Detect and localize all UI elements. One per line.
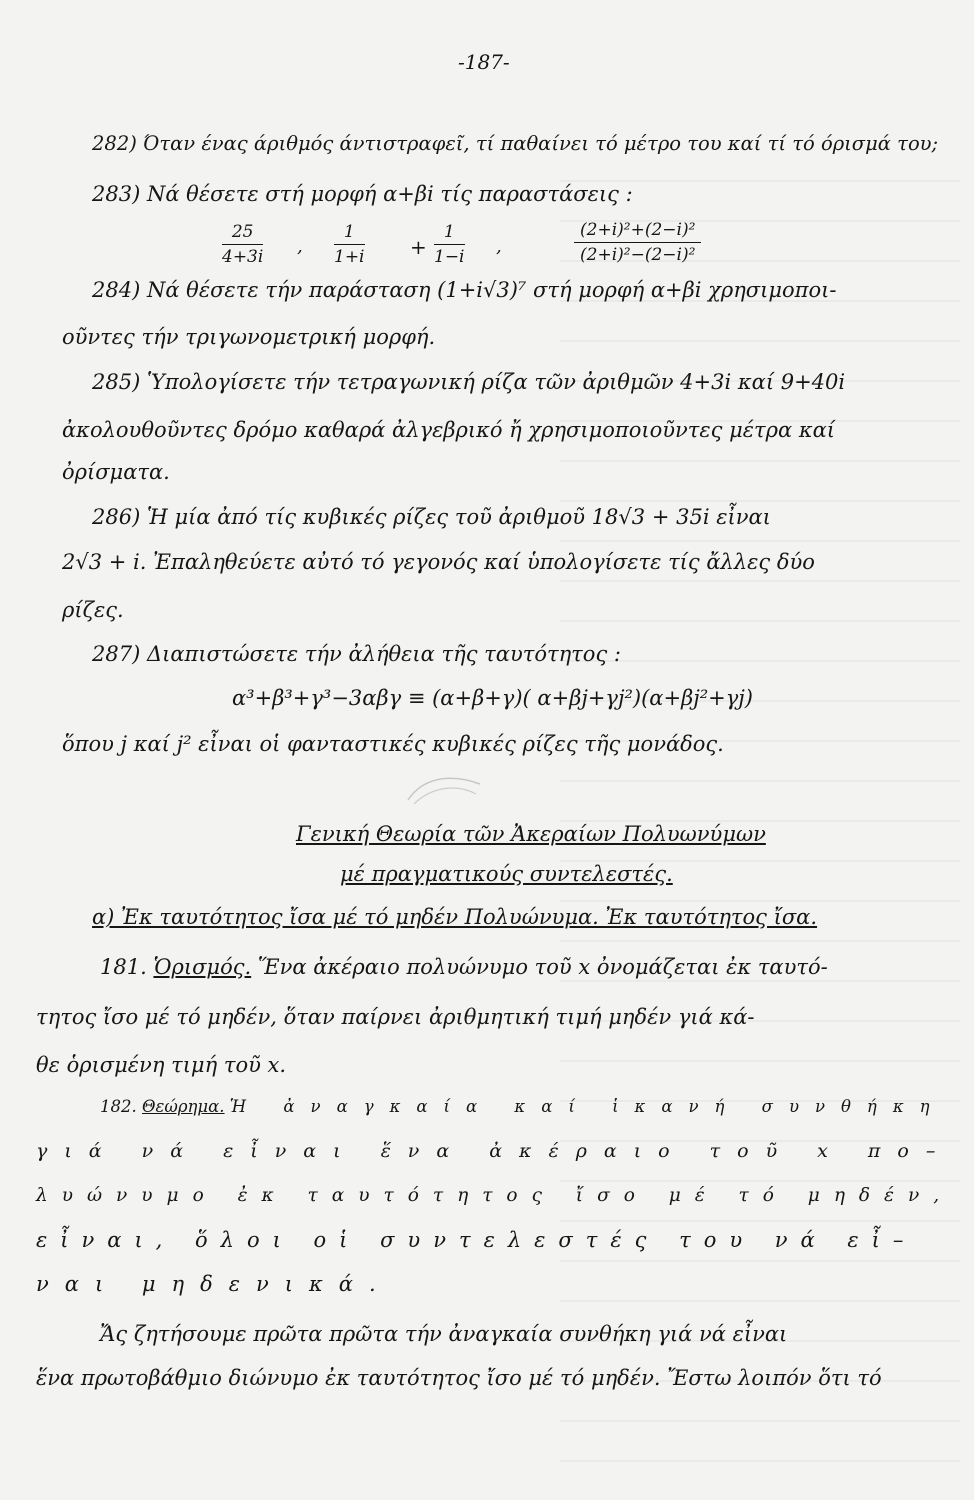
chapter-title-line1: Γενική Θεωρία τῶν Ἀκεραίων Πολυωνύμων [296,822,766,846]
paragraph-182-line2: γιά νά εἶναι ἕνα ἀκέραιο τοῦ x πο– [36,1140,953,1162]
fraction-2-denominator: 1+i [334,247,365,267]
fraction-4-denominator: (2+i)²−(2−i)² [580,245,696,265]
fraction-3 [434,222,465,267]
fraction-3-numerator: 1 [434,222,465,245]
paragraph-181-line1 [100,955,828,979]
definition-term: Ὁρισμός. [153,955,252,979]
comma: , [496,236,502,257]
paragraph-181-line3: θε ὁρισμένη τιμή τοῦ x. [36,1053,287,1077]
problem-285-line2: ἀκολουθοῦντες δρόμο καθαρά ἀλγεβρικό ἤ χρησιμοποιοῦντες μέτρα καί [62,418,836,442]
faint-stamp-mark [404,770,484,808]
theorem-term: Θεώρημα. [142,1097,225,1116]
bleed-through-shadow [560,150,960,1470]
problem-287-line2: ὅπου j καί j² εἶναι οἱ φανταστικές κυβικές ρίζες τῆς μονάδος. [62,732,724,756]
fraction-4 [574,220,701,265]
paragraph-181-number: 181. [100,955,147,979]
paragraph-182-line1-text: Ἡ ἀναγκαία καί ἱκανή συνθήκη [229,1097,946,1116]
chapter-title-line2: μέ πραγματικούς συντελεστές. [340,862,673,886]
problem-285-line1: 285) Ὑπολογίσετε τήν τετραγωνική ρίζα τῶν ἀριθμῶν 4+3i καί 9+40i [92,370,846,394]
fraction-2 [334,222,365,267]
problem-285-line3: ὀρίσματα. [62,460,170,484]
problem-282: 282) Όταν ένας άριθμός άντιστραφεῖ, τί παθαίνει τό μέτρο του καί τί τό όρισμά του; [92,132,939,155]
problem-286-line1: 286) Ἡ μία ἀπό τίς κυβικές ρίζες τοῦ ἀριθμοῦ 18√3 + 35i εἶναι [92,505,771,529]
closing-line2: ἕνα πρωτοβάθμιο διώνυμο ἐκ ταυτότητος ἴσο μέ τό μηδέν. Ἔστω λοιπόν ὅτι τό [36,1366,882,1390]
problem-287-formula: α³+β³+γ³−3αβγ ≡ (α+β+γ)( α+βj+γj²)(α+βj²+γj) [232,686,754,710]
problem-286-line2: 2√3 + i. Ἐπαληθεύετε αὐτό τό γεγονός καί ὑπολογίσετε τίς ἄλλες δύο [62,550,815,574]
problem-287-line1: 287) Διαπιστώσετε τήν ἀλήθεια τῆς ταυτότητος : [92,642,621,666]
paragraph-181-line2: τητος ἴσο μέ τό μηδέν, ὅταν παίρνει ἀριθμητική τιμή μηδέν γιά κά- [36,1005,755,1029]
fraction-1-numerator: 25 [222,222,263,245]
fraction-2-numerator: 1 [334,222,365,245]
fraction-4-numerator: (2+i)²+(2−i)² [574,220,701,243]
problem-286-line3: ρίζες. [62,598,124,622]
paragraph-182-line5: ναι μηδενικά. [36,1272,392,1296]
fraction-1 [222,222,263,267]
paragraph-181-line1-text: Ἕνα ἀκέραιο πολυώνυμο τοῦ x ὀνομάζεται ἐκ ταυτό- [257,955,828,979]
problem-284-line1: 284) Νά θέσετε τήν παράσταση (1+i√3)⁷ στή μορφή α+βi χρησιμοποι- [92,278,837,302]
problem-284-line2: οῦντες τήν τριγωνομετρική μορφή. [62,325,436,349]
paragraph-182-line4: εἶναι, ὅλοι οἱ συντελεστές του νά εἶ– [36,1228,917,1252]
closing-line1: Ἄς ζητήσουμε πρῶτα πρῶτα τήν ἀναγκαία συνθήκη γιά νά εἶναι [100,1322,788,1346]
page-number: -187- [458,50,510,74]
section-a-heading: α) Ἐκ ταυτότητος ἴσα μέ τό μηδέν Πολυώνυμα. Ἐκ ταυτότητος ἴσα. [92,905,818,929]
comma: , [297,236,303,257]
problem-283: 283) Νά θέσετε στή μορφή α+βi τίς παραστάσεις : [92,182,633,206]
fraction-1-denominator: 4+3i [222,247,264,267]
paragraph-182-number: 182. [100,1097,137,1116]
plus-sign: + [410,235,427,259]
fraction-3-denominator: 1−i [434,247,465,267]
paragraph-182-line3: λυώνυμο ἐκ ταυτότητος ἴσο μέ τό μηδέν, [36,1185,954,1206]
paragraph-182-line1 [100,1097,946,1116]
